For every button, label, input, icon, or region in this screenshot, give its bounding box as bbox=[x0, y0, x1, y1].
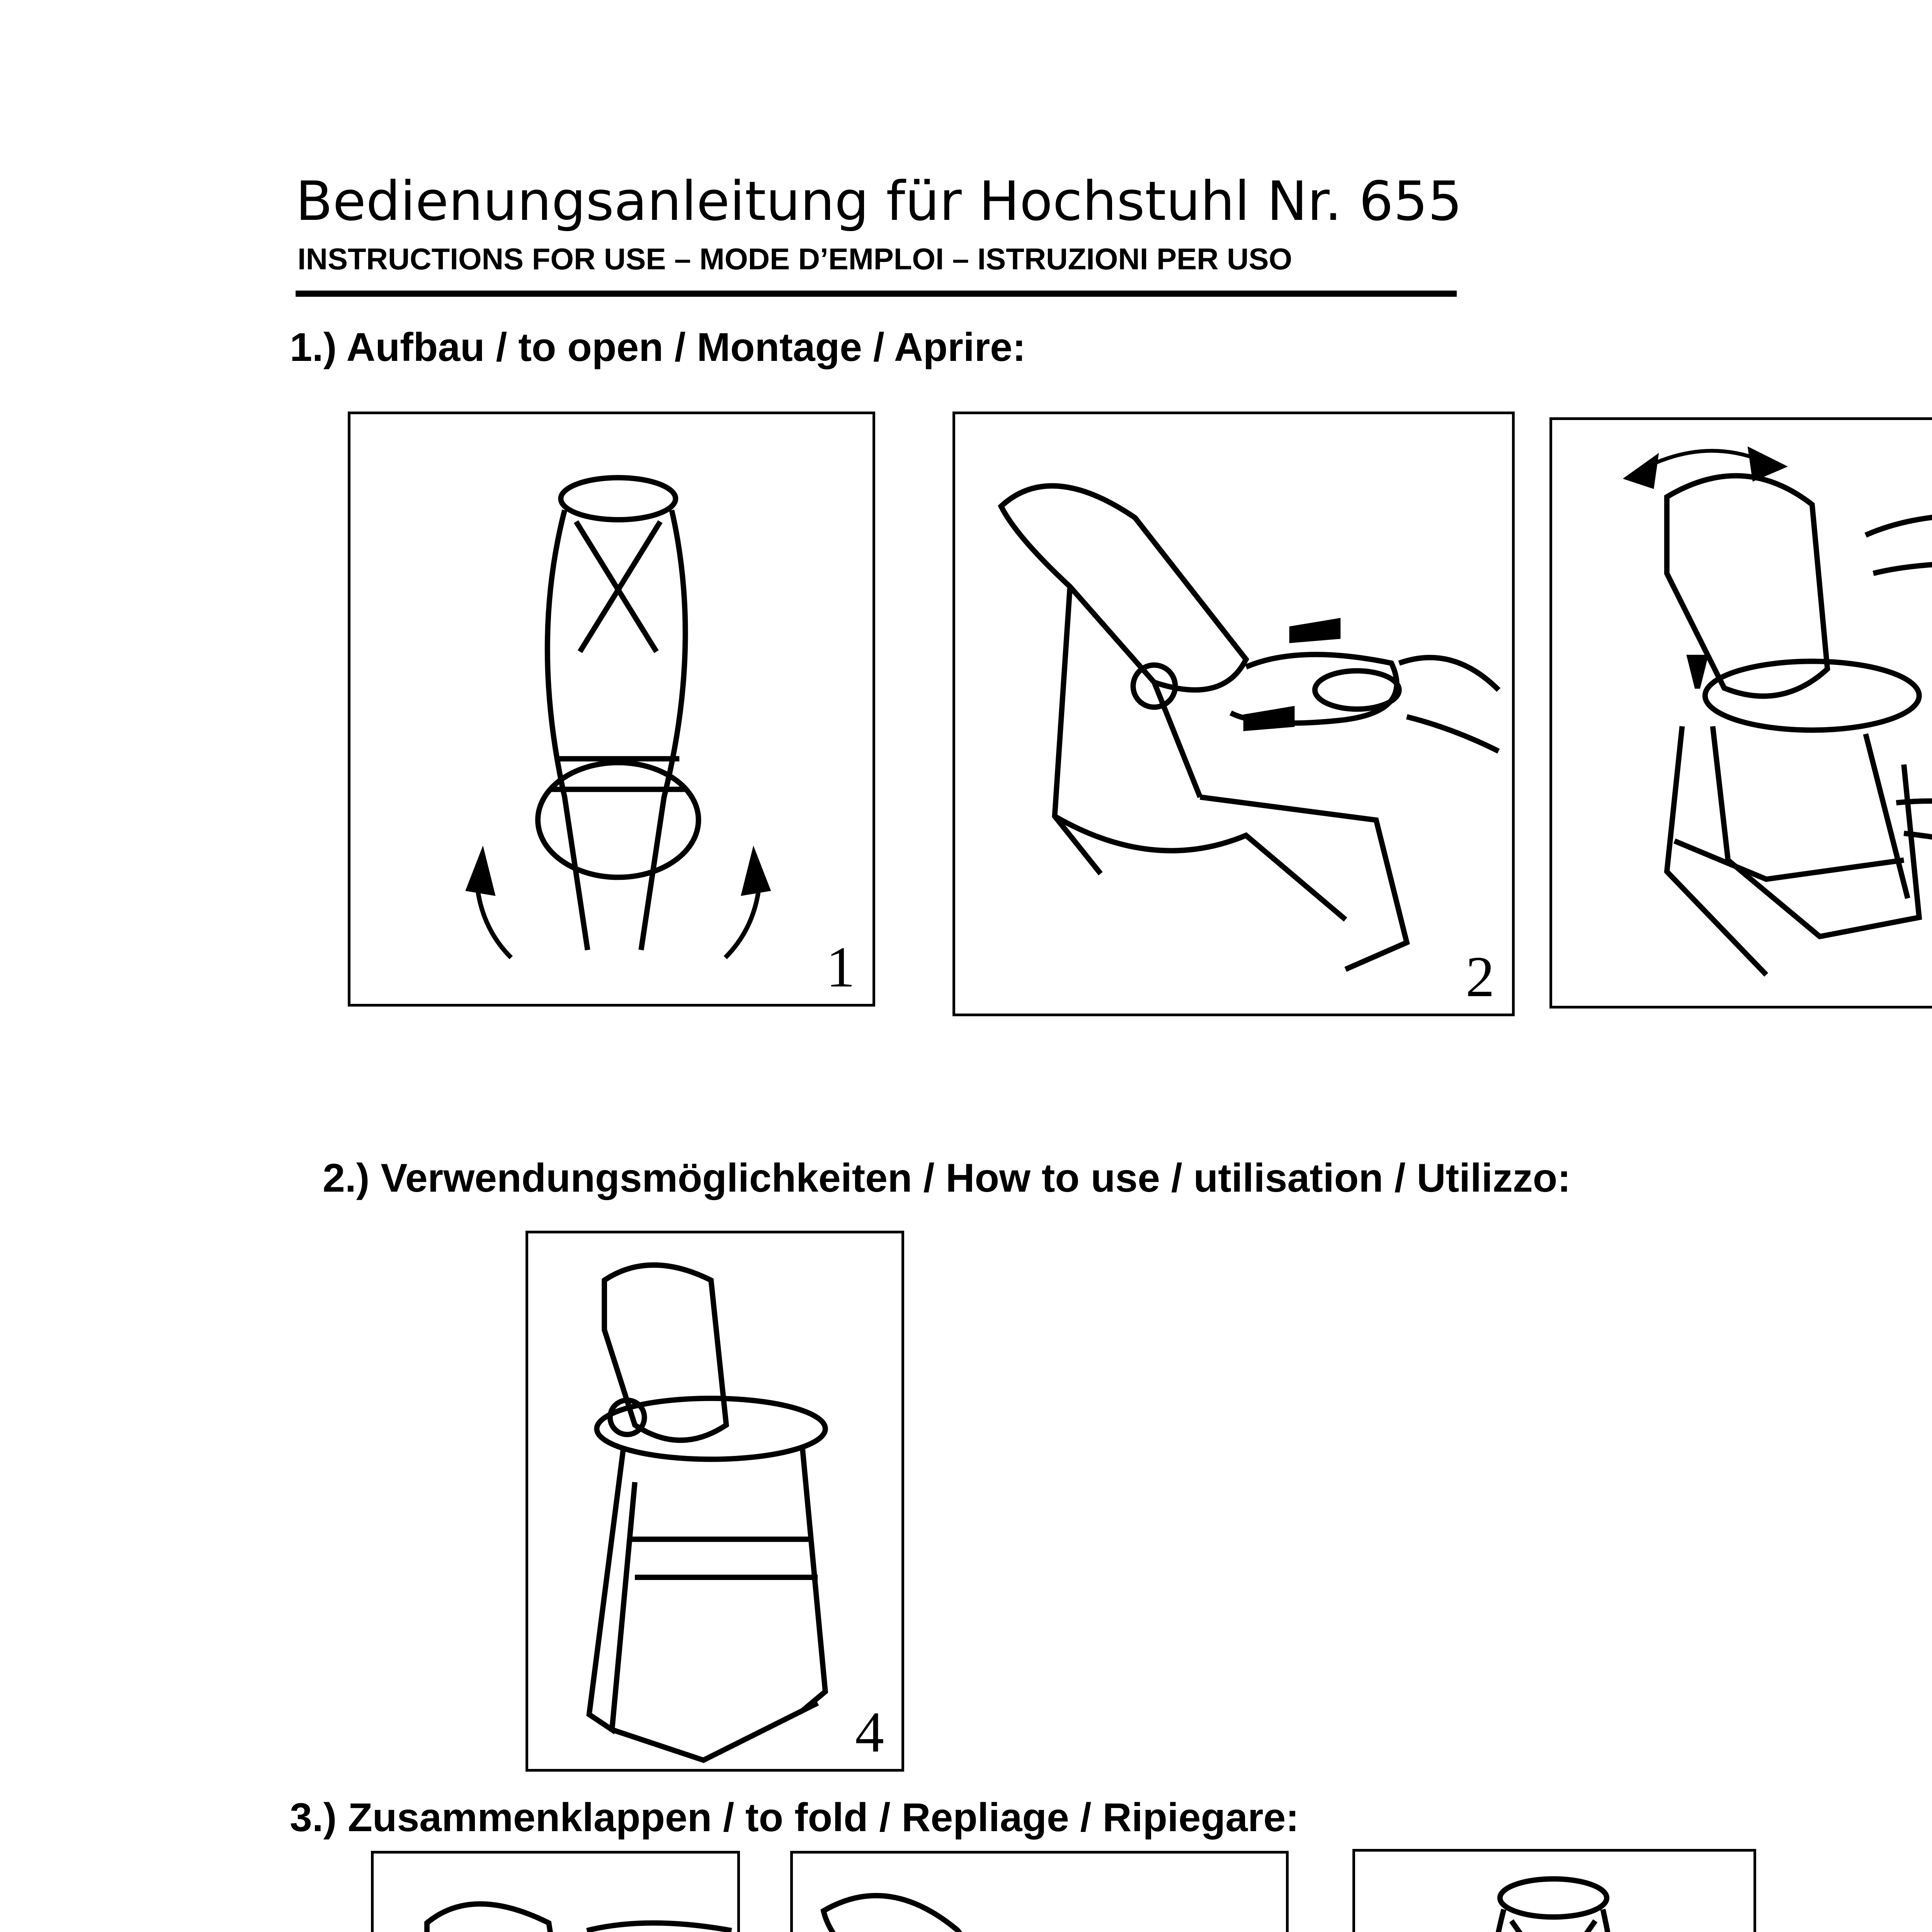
step-panel-2 bbox=[952, 412, 1515, 1016]
step-panel-7 bbox=[1352, 1849, 1756, 1932]
step-number: 1 bbox=[826, 935, 855, 999]
chair-in-use-illustration bbox=[528, 1233, 901, 1769]
chair-fold-start-illustration bbox=[374, 1854, 737, 1932]
step-panel-1 bbox=[348, 412, 875, 1007]
folded-chair-illustration bbox=[350, 414, 872, 1004]
chair-unfold-illustration bbox=[1552, 420, 1932, 1006]
page-subtitle: INSTRUCTIONS FOR USE – MODE D’EMPLOI – ISTRUZIONI PER USO bbox=[298, 242, 1293, 276]
chair-tray-illustration bbox=[955, 414, 1512, 1014]
section-heading-fold: 3.) Zusammenklappen / to fold / Repliage / Ripiegare: bbox=[290, 1795, 1299, 1840]
section-heading-open: 1.) Aufbau / to open / Montage / Aprire: bbox=[290, 325, 1026, 370]
step-number: 4 bbox=[855, 1700, 884, 1764]
step-number: 2 bbox=[1466, 945, 1495, 1009]
chair-folded-illustration bbox=[1355, 1852, 1753, 1932]
step-panel-4 bbox=[526, 1231, 904, 1772]
chair-fold-tray-illustration bbox=[793, 1854, 1286, 1932]
step-panel-6 bbox=[790, 1851, 1289, 1932]
step-panel-3 bbox=[1549, 417, 1932, 1009]
page-title: Bedienungsanleitung für Hochstuhl Nr. 655 bbox=[296, 170, 1463, 233]
title-divider bbox=[296, 291, 1457, 297]
section-heading-use: 2.) Verwendungsmöglichkeiten / How to use / utilisation / Utilizzo: bbox=[323, 1156, 1571, 1201]
step-panel-5 bbox=[371, 1851, 740, 1932]
